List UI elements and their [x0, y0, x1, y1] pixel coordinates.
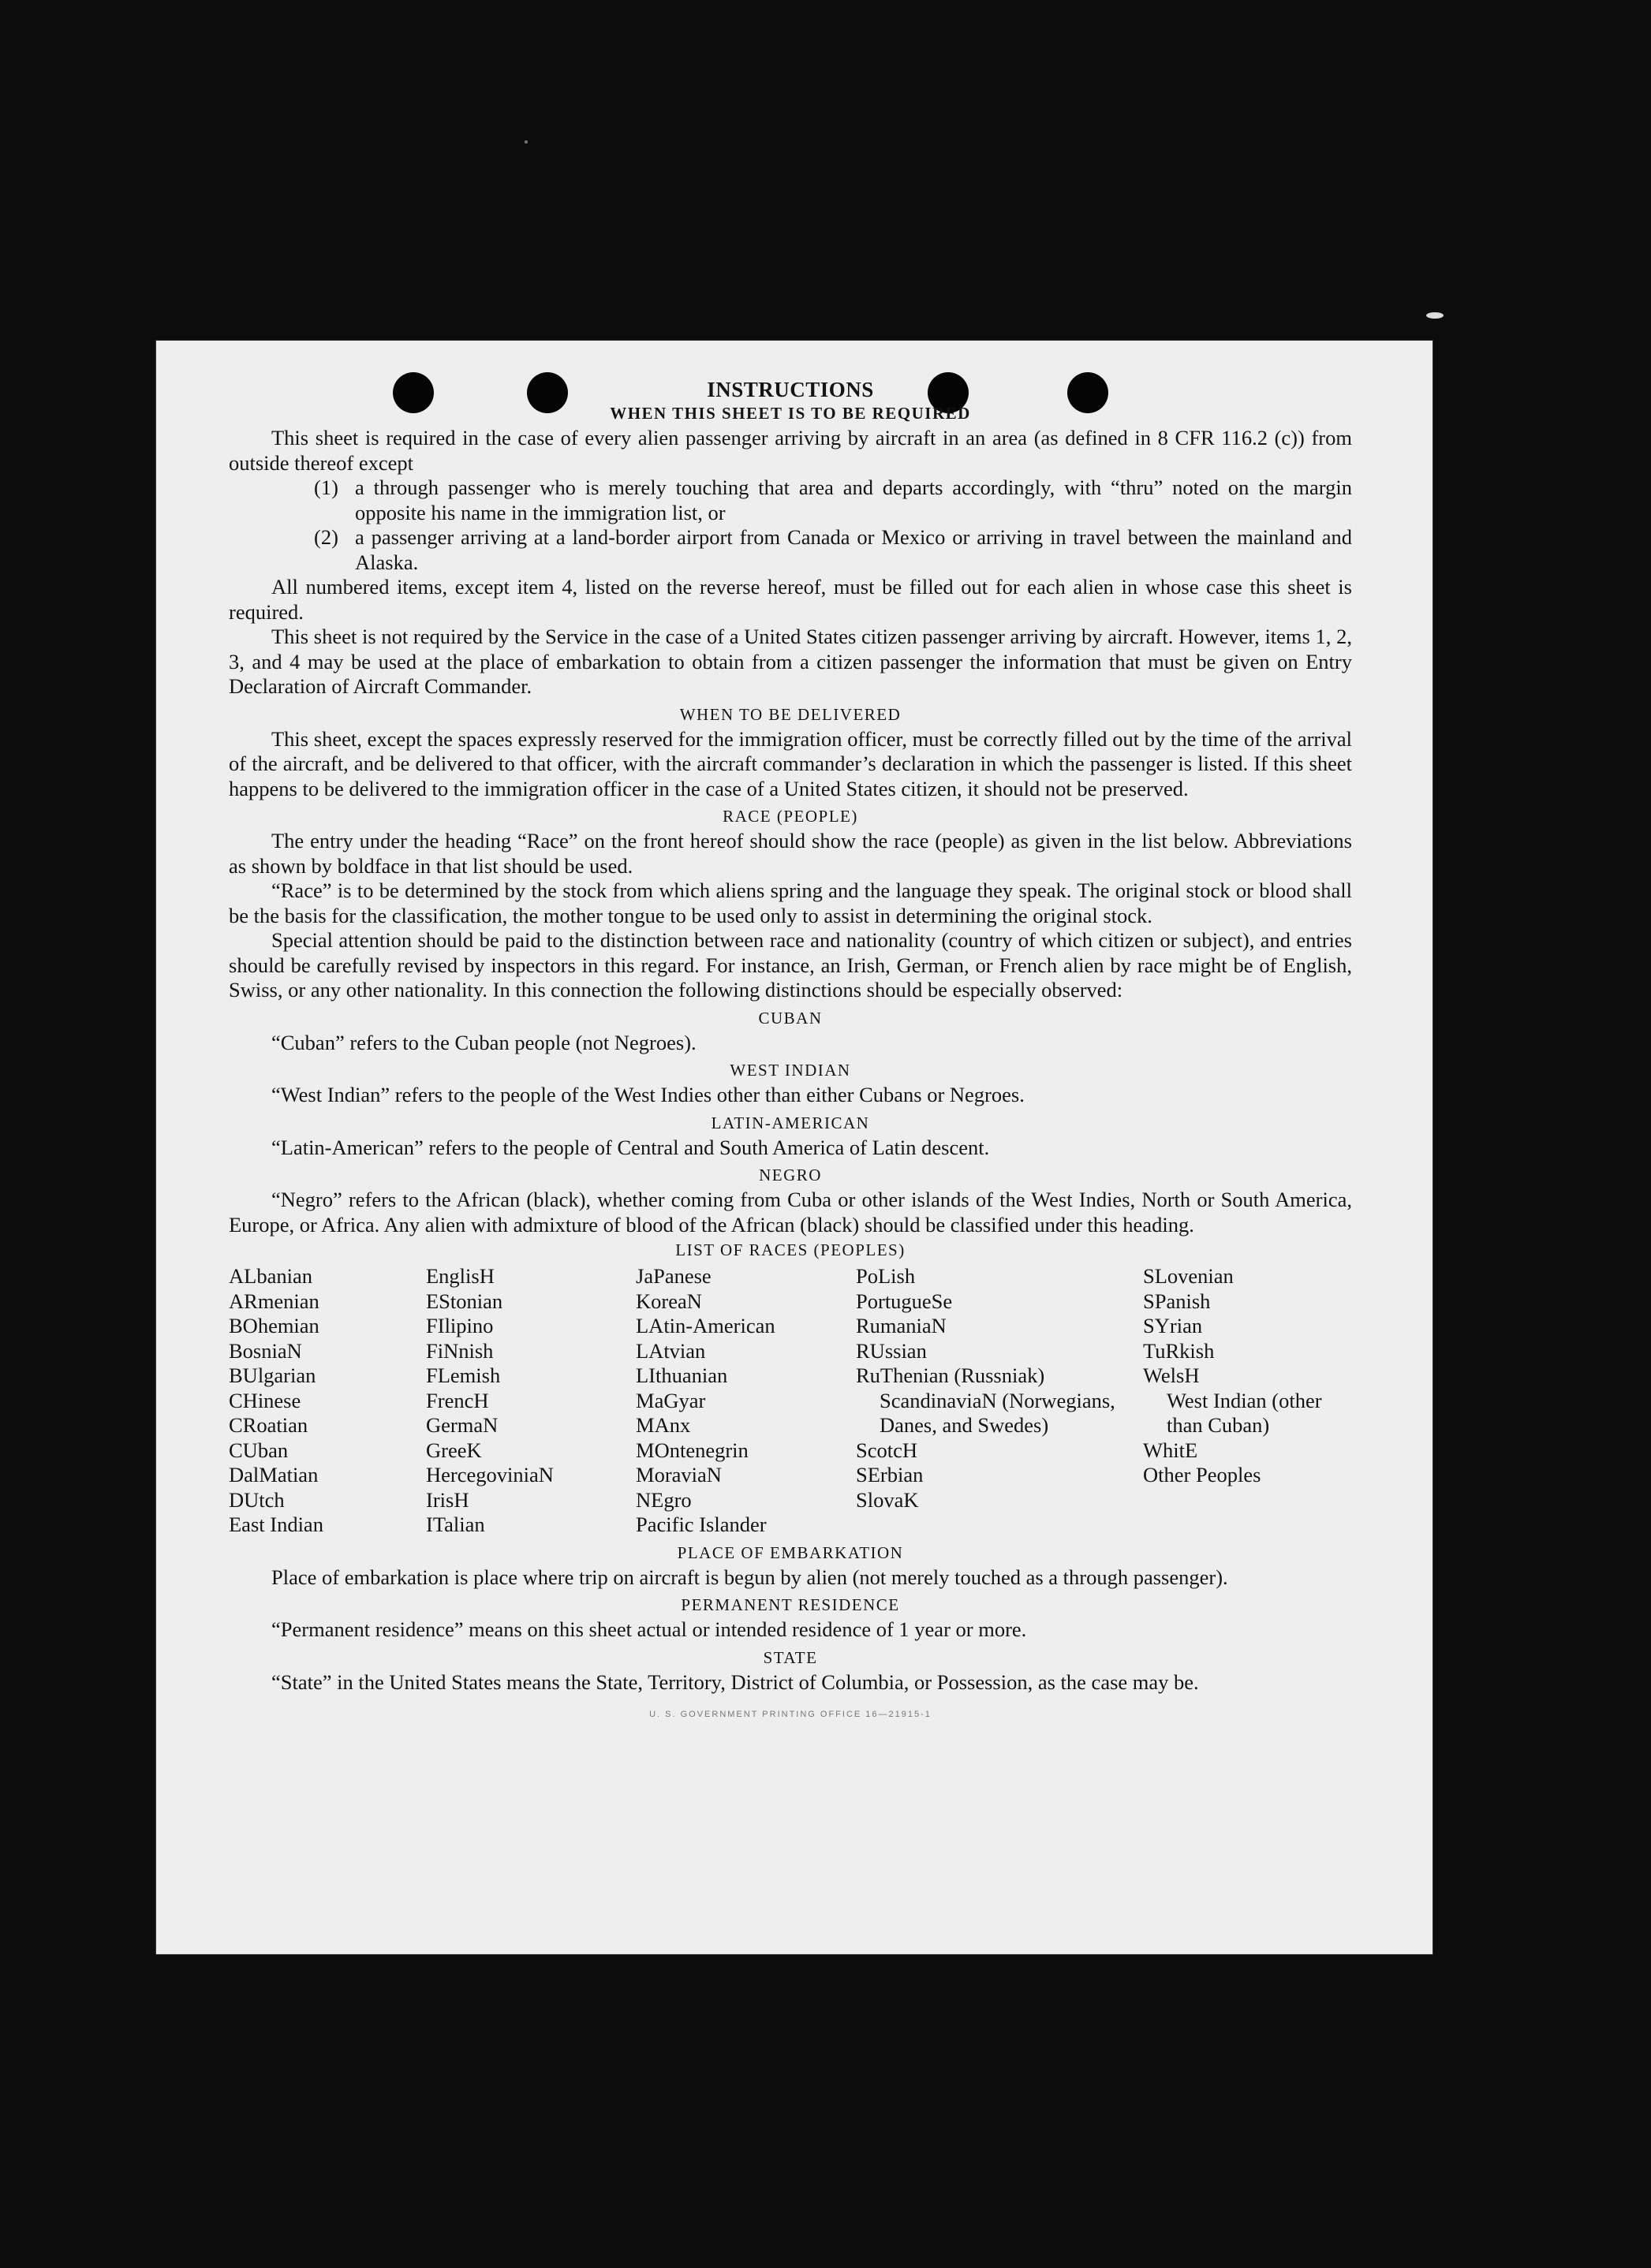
race-entry: JaPanese — [636, 1264, 712, 1288]
race-entry: CRoatian — [229, 1413, 308, 1437]
page-title: INSTRUCTIONS — [707, 378, 874, 401]
race-entry: GreeK — [426, 1438, 482, 1462]
race-entry: BOhemian — [229, 1314, 319, 1337]
race-column — [636, 1264, 856, 1538]
paragraph: Place of embarkation is place where trip on aircraft is begun by alien (not merely touched as a through passenger). — [271, 1565, 1228, 1589]
race-entry: BUlgarian — [229, 1363, 316, 1387]
race-entry: HercegoviniaN — [426, 1463, 554, 1487]
race-entry: LAtvian — [636, 1338, 706, 1363]
race-entry: FrencH — [426, 1388, 489, 1412]
race-entry: RumaniaN — [856, 1314, 947, 1337]
race-entry: DalMatian — [229, 1463, 319, 1487]
paragraph: “Negro” refers to the African (black), whether coming from Cuba or other islands of the West Indies, North or South America, Europe, or Africa. Any alien with admixture of blood of the African (black) should be classified under this heading. — [229, 1188, 1352, 1237]
section-heading: LATIN-AMERICAN — [711, 1113, 870, 1132]
race-entry: RUssian — [856, 1338, 927, 1363]
race-entry: FiNnish — [426, 1338, 494, 1363]
race-entry: MoraviaN — [636, 1463, 722, 1487]
document-page — [156, 341, 1432, 1954]
race-entry: DUtch — [229, 1487, 285, 1512]
race-entry: NEgro — [636, 1487, 692, 1512]
race-column — [229, 1264, 426, 1538]
race-entry: ARmenian — [229, 1289, 319, 1313]
race-entry: CUban — [229, 1438, 289, 1462]
race-entry: SErbian — [856, 1463, 924, 1487]
race-entry: Pacific Islander — [636, 1513, 767, 1536]
paragraph: The entry under the heading “Race” on the front hereof should show the race (people) as given in the list below. Abbreviations as shown by boldface in that list should be used. — [229, 829, 1352, 878]
paragraph: This sheet, except the spaces expressly reserved for the immigration officer, must be correctly filled out by the time of the arrival of the aircraft, and be delivered to that officer, with the aircraft commander’s declaration in which the passenger is listed. If this sheet happens to be delivered to the immigration officer in the case of a United States citizen, it should not be preserved. — [229, 726, 1352, 800]
race-entry: SlovaK — [856, 1487, 919, 1512]
race-entry: ITalian — [426, 1513, 485, 1536]
race-entry: MAnx — [636, 1413, 691, 1437]
list-item — [229, 476, 1352, 525]
item-number: (1) — [314, 476, 338, 499]
section-heading: STATE — [763, 1647, 818, 1667]
paragraph: This sheet is not required by the Service in the case of a United States citizen passenger arriving by aircraft. However, items 1, 2, 3, and 4 may be used at the place of embarkation to obtain from a citizen passenger the information that must be given on Entry Declaration of Aircraft Commander. — [229, 625, 1352, 698]
paragraph: “West Indian” refers to the people of the West Indies other than either Cubans or Negroes. — [271, 1083, 1025, 1106]
paragraph: “Race” is to be determined by the stock from which aliens spring and the language they speak. The original stock or blood shall be the basis for the classification, the mother tongue to be used only to assist in determining the original stock. — [229, 878, 1352, 927]
section-heading: WHEN THIS SHEET IS TO BE REQUIRED — [610, 404, 971, 423]
race-entry: SPanish — [1143, 1289, 1211, 1313]
section-heading: NEGRO — [759, 1166, 822, 1184]
item-number: (2) — [314, 525, 338, 549]
race-entry: PortugueSe — [856, 1289, 953, 1313]
race-entry: IrisH — [426, 1487, 469, 1512]
scan-artifact — [525, 140, 528, 144]
race-entry: ALbanian — [229, 1264, 312, 1288]
section-heading: CUBAN — [758, 1008, 823, 1028]
race-entry: SYrian — [1143, 1314, 1203, 1337]
race-entry: SLovenian — [1143, 1264, 1234, 1288]
paragraph: This sheet is required in the case of every alien passenger arriving by aircraft in an area (as defined in 8 CFR 116.2 (c)) from outside thereof except — [229, 426, 1352, 475]
race-entry: MOntenegrin — [636, 1438, 749, 1462]
race-entry: WelsH — [1143, 1363, 1200, 1387]
instructions-body — [229, 377, 1352, 1728]
race-entry: EStonian — [426, 1289, 503, 1313]
race-entry: WhitE — [1143, 1438, 1198, 1462]
section-heading: RACE (PEOPLE) — [723, 807, 858, 826]
race-entry: PoLish — [856, 1264, 916, 1288]
printer-imprint: U. S. GOVERNMENT PRINTING OFFICE 16—21915-1 — [649, 1710, 932, 1719]
race-entry: KoreaN — [636, 1289, 702, 1313]
paragraph: All numbered items, except item 4, listed on the reverse hereof, must be filled out for each alien in whose case this sheet is required. — [229, 575, 1352, 624]
paragraph: “State” in the United States means the State, Territory, District of Columbia, or Possession, as the case may be. — [271, 1669, 1199, 1694]
list-item — [229, 525, 1352, 575]
section-heading: PLACE OF EMBARKATION — [677, 1542, 904, 1562]
race-entry: EnglisH — [426, 1264, 495, 1288]
race-entry: East Indian — [229, 1513, 323, 1536]
paragraph: “Cuban” refers to the Cuban people (not Negroes). — [271, 1030, 697, 1054]
paragraph: Special attention should be paid to the distinction between race and nationality (country of which citizen or subject), and entries should be carefully revised by inspectors in this regard. For instance, an Irish, German, or French alien by race might be of English, Swiss, or any other nationality. In this connection the following distinctions should be especially observed: — [229, 928, 1352, 1002]
race-entry: LIthuanian — [636, 1363, 728, 1387]
scan-artifact — [1426, 312, 1444, 319]
race-entry: ScandinaviaN (Norwegians, Danes, and Swedes) — [880, 1388, 1115, 1437]
item-text: a through passenger who is merely touching that area and departs accordingly, with “thru” noted on the margin opposite his name in the immigration list, or — [355, 476, 1352, 524]
race-column — [856, 1264, 1143, 1538]
race-entry: West Indian (other than Cuban) — [1167, 1388, 1322, 1437]
race-column — [426, 1264, 636, 1538]
race-entry: FLemish — [426, 1363, 501, 1387]
race-entry: RuThenian (Russniak) — [856, 1363, 1045, 1387]
section-heading: LIST OF RACES (PEOPLES) — [675, 1240, 906, 1259]
race-entry: ScotcH — [856, 1438, 918, 1462]
race-entry: MaGyar — [636, 1388, 706, 1412]
item-text: a passenger arriving at a land-border airport from Canada or Mexico or arriving in travel between the mainland and Alaska. — [355, 525, 1352, 574]
race-entry: GermaN — [426, 1413, 499, 1437]
race-entry: CHinese — [229, 1388, 301, 1412]
section-heading: WEST INDIAN — [730, 1061, 851, 1080]
race-entry: LAtin-American — [636, 1314, 775, 1337]
race-entry: TuRkish — [1143, 1338, 1215, 1363]
race-entry: BosniaN — [229, 1338, 302, 1363]
section-heading: WHEN TO BE DELIVERED — [679, 704, 902, 724]
paragraph: “Latin-American” refers to the people of Central and South America of Latin descent. — [271, 1135, 990, 1159]
race-column — [1143, 1264, 1352, 1538]
race-entry: Other Peoples — [1143, 1463, 1261, 1487]
race-entry: FIlipino — [426, 1314, 494, 1337]
race-list — [229, 1264, 1352, 1538]
section-heading: PERMANENT RESIDENCE — [681, 1595, 900, 1614]
paragraph: “Permanent residence” means on this sheet actual or intended residence of 1 year or more. — [271, 1617, 1027, 1641]
